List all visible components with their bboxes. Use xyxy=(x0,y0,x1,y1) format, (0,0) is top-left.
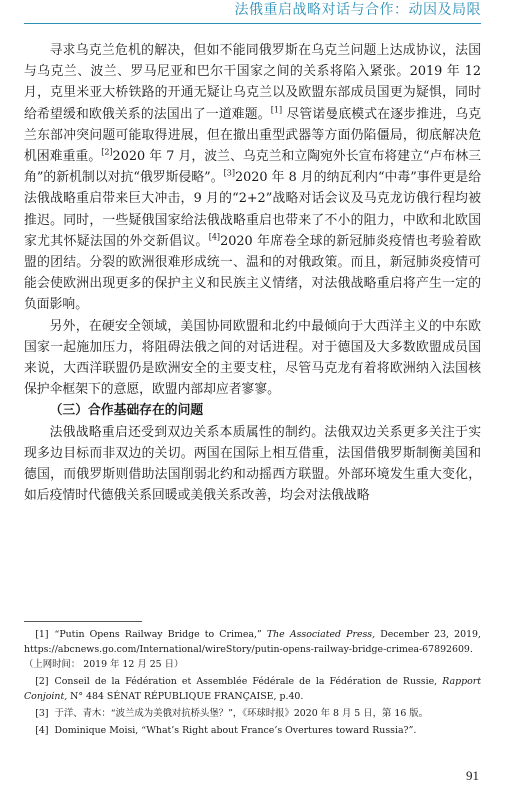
footnote-source-italic: The Associated Press, xyxy=(266,629,376,640)
footnote-4 xyxy=(24,723,481,738)
text-run: 尽管诺曼底模式在逐步推进，乌克兰东部冲突问题可能取得进展，但在撤出重型武器等方面仍陷僵局，彻底解决危机困难重重。 xyxy=(24,106,481,165)
running-header xyxy=(0,0,505,22)
footnote-text: Dominique Moisi, “What’s Right about France’s Overtures toward Russia?”. xyxy=(54,725,417,736)
section-heading: （三）合作基础存在的问题 xyxy=(49,403,204,419)
footnotes xyxy=(24,627,481,740)
text-run: 2020 年 7 月，波兰、乌克兰和立陶宛外长宣布将建立“卢布林三角”的新机制以对抗“俄罗斯侵略”。 xyxy=(24,149,481,186)
footnote-text: December 23, 2019, https://abcnews.go.com/International/wireStory/putin-opens-railway-bridge-crimea-67892609.（上网时间： 2019 年 12 月 25 日） xyxy=(24,629,481,670)
text-run: 寻求乌克兰危机的解决，但如不能同俄罗斯在乌克兰问题上达成协议，法国与乌克兰、波兰、罗马尼亚和巴尔干国家之间的关系将陷入紧张。2019 年 12 月，克里米亚大桥铁路的开通无疑让乌克兰以及欧盟东部成员国更为疑惧，同时给希望缓和欧俄关系的法国出了一道难题。 xyxy=(24,43,481,122)
paragraph-3: 法俄战略重启还受到双边关系本质属性的制约。法俄双边关系更多关注于实现多边目标而非双边的关切。两国在国际上相互借重，法国借俄罗斯制衡美国和德国，而俄罗斯则借助法国削弱北约和动摇西方联盟。外部环境发生重大变化，如后疫情时代德俄关系回暖或美俄关系改善，均会对法俄战略 xyxy=(24,424,481,504)
header-rule xyxy=(24,23,481,24)
footnote-2 xyxy=(24,674,481,704)
paragraph-2: 另外，在硬安全领域，美国协同欧盟和北约中最倾向于大西洋主义的中东欧国家一起施加压力，将阻碍法俄之间的对话进程。对于德国及大多数欧盟成员国来说，大西洋联盟仍是欧洲安全的主要支柱，尽管马克龙有着将欧洲纳入法国核保护伞框架下的意愿，欧盟内部却应者寥寥。 xyxy=(24,318,481,398)
text-run: 2020 年 8 月的纳瓦利内“中毒”事件更是给法俄战略重启带来巨大冲击，9 月的“2+2”战略对话会议及马克龙访俄行程均被推迟。同时，一些疑俄国家给法俄战略重启也带来了不小的阻力，中欧和北欧国家尤其怀疑法国的外交新倡议。 xyxy=(24,170,481,249)
footnote-text: N° 484 SÉNAT RÉPUBLIQUE FRANÇAISE, p.40. xyxy=(67,691,304,702)
page-number: 91 xyxy=(466,768,479,783)
footnote-ref-3[interactable]: [3] xyxy=(223,168,235,178)
text-run: 2020 年席卷全球的新冠肺炎疫情也考验着欧盟的团结。分裂的欧洲很难形成统一、温和的对俄政策。而且，新冠肺炎疫情可能会使欧洲出现更多的保护主义和民族主义情绪，对法俄战略重启将产生一定的负面影响。 xyxy=(24,233,481,313)
paragraph-1 xyxy=(24,40,481,316)
footnote-number: [3] xyxy=(35,708,49,719)
body-text xyxy=(24,40,481,506)
footnote-ref-1[interactable]: [1] xyxy=(270,105,283,115)
footnote-ref-2[interactable]: [2] xyxy=(101,147,113,157)
footnote-text: Conseil de la Fédération et Assemblée Fédérale de la Fédération de Russie, xyxy=(54,676,443,687)
footnote-number: [1] xyxy=(35,629,49,640)
footnote-3 xyxy=(24,706,481,721)
footnote-1 xyxy=(24,627,481,672)
footnote-number: [4] xyxy=(35,725,49,736)
footnote-text: “Putin Opens Railway Bridge to Crimea,” xyxy=(54,629,267,640)
footnote-text: 于洋、青木：“波兰成为美俄对抗桥头堡？”，《环球时报》2020 年 8 月 5 日，第 16 版。 xyxy=(54,708,429,719)
footnote-ref-4[interactable]: [4] xyxy=(208,232,221,242)
running-title: 法俄重启战略对话与合作：动因及局限 xyxy=(234,2,481,18)
footnote-source-italic: Rapport Conjoint, xyxy=(24,676,481,702)
footnote-rule xyxy=(24,621,142,622)
footnote-number: [2] xyxy=(35,676,49,687)
